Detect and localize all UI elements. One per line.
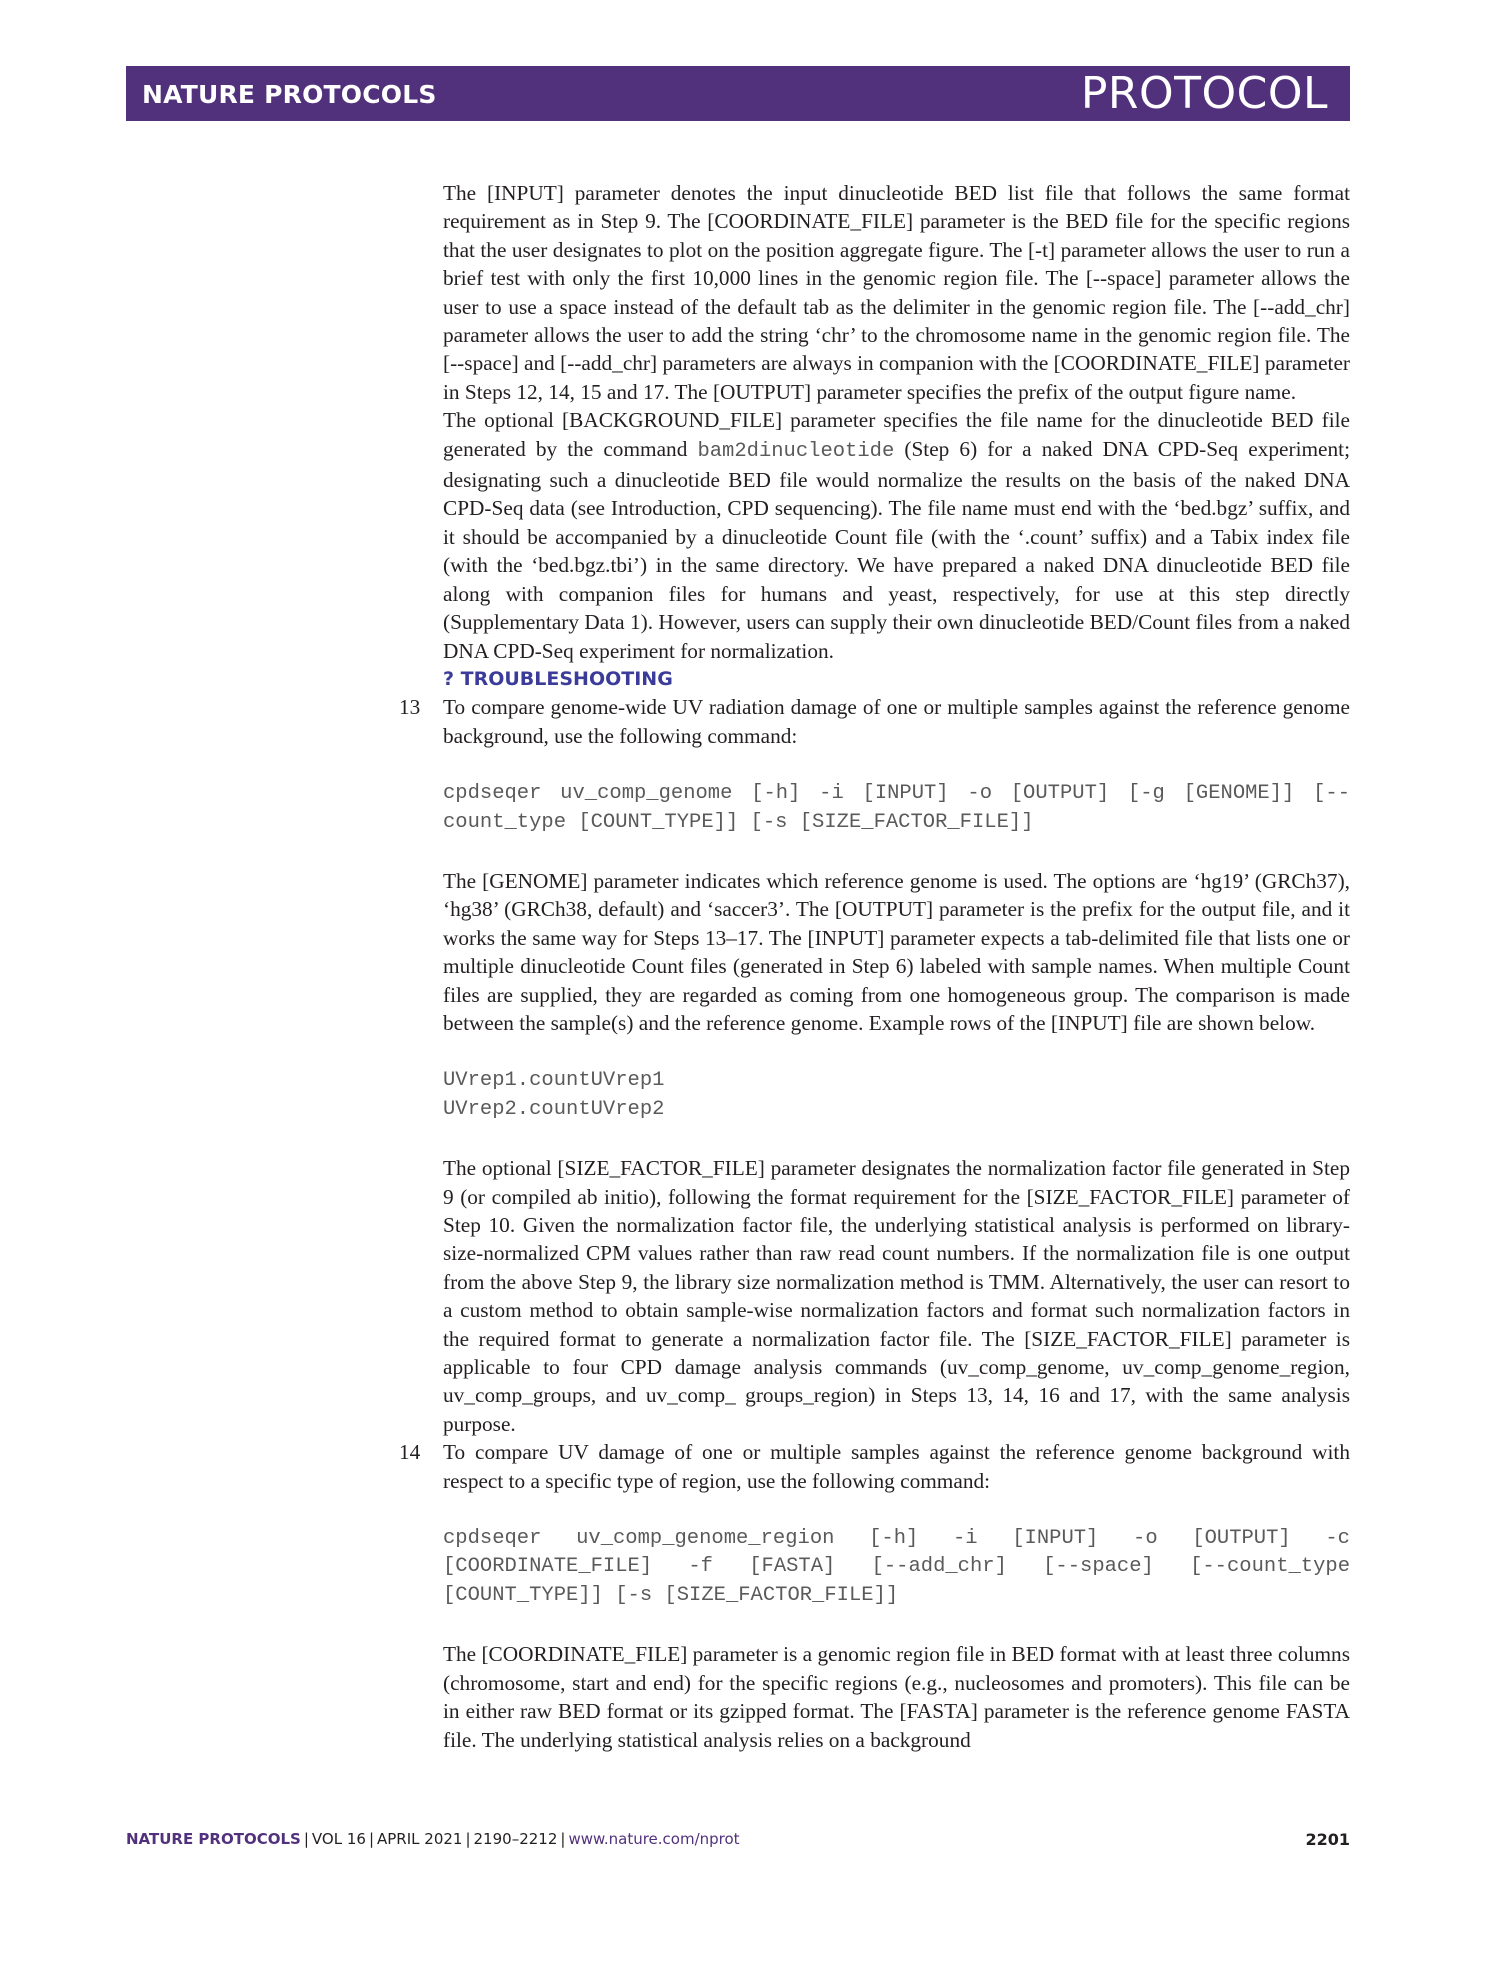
page-number: 2201	[1305, 1830, 1350, 1849]
inline-code-bam2dinucleotide: bam2dinucleotide	[697, 439, 895, 463]
paragraph-size-factor-file: The optional [SIZE_FACTOR_FILE] parameter designates the normalization factor file generated in Step 9 (or compiled ab initio), following the format requirement for the [SIZE_FACTOR_FILE] parameter of Step 10. Given the normalization factor file, the underlying statistical analysis is performed on library-size-normalized CPM values rather than raw read count numbers. If the normalization file is one output from the above Step 9, the library size normalization method is TMM. Alternatively, the user can resort to a custom method to obtain sample-wise normalization factors and format such normalization factors in the required format to generate a normalization factor file. The [SIZE_FACTOR_FILE] parameter is applicable to four CPD damage analysis commands (uv_comp_genome, uv_comp_genome_region, uv_comp_groups, and uv_comp_ groups_region) in Steps 13, 14, 16 and 17, with the same analysis purpose.	[443, 1156, 1350, 1436]
example-row-2: UVrep2.countUVrep2	[443, 1097, 665, 1121]
paragraph-background-file	[443, 406, 1350, 665]
step-13-text: To compare genome-wide UV radiation damage of one or multiple samples against the reference genome background, use the following command:	[443, 695, 1350, 748]
paragraph-genome-parameter: The [GENOME] parameter indicates which reference genome is used. The options are ‘hg19’ (GRCh37), ‘hg38’ (GRCh38, default) and ‘saccer3’. The [OUTPUT] parameter is the prefix for the output file, and it works the same way for Steps 13–17. The [INPUT] parameter expects a tab-delimited file that lists one or multiple dinucleotide Count files (generated in Step 6) labeled with sample names. When multiple Count files are supplied, they are regarded as coming from one homogeneous group. The comparison is made between the sample(s) and the reference genome. Example rows of the [INPUT] file are shown below.	[443, 868, 1350, 1035]
footer-journal: NATURE PROTOCOLS	[126, 1830, 301, 1848]
paragraph-coordinate-file: The [COORDINATE_FILE] parameter is a genomic region file in BED format with at least three columns (chromosome, start and end) for the specific regions (e.g., nucleosomes and promoters). This file can be in either raw BED format or its gzipped format. The [FASTA] parameter is the reference genome FASTA file. The underlying statistical analysis relies on a background	[443, 1642, 1350, 1752]
troubleshooting-link[interactable]: ? TROUBLESHOOTING	[443, 667, 673, 690]
example-row-1: UVrep1.countUVrep1	[443, 1069, 665, 1093]
journal-header-bar	[126, 66, 1350, 121]
step-13-number: 13	[399, 695, 421, 720]
footer-url-link[interactable]: www.nature.com/nprot	[568, 1830, 740, 1848]
footer-pages: 2190–2212	[473, 1830, 558, 1848]
command-uv-comp-genome: cpdseqer uv_comp_genome [-h] -i [INPUT] -o [OUTPUT] [-g [GENOME]] [--count_type [COUNT_TYPE]] [-s [SIZE_FACTOR_FILE]]	[443, 782, 1350, 834]
paragraph-background-file-text-a: The optional [BACKGROUND_FILE] parameter specifies the file name for the dinucleotide BED file generated by the command	[443, 408, 1350, 461]
page-footer: NATURE PROTOCOLS | VOL 16 | APRIL 2021 | 2190–2212 | www.nature.com/nprot 2201	[126, 1830, 1350, 1849]
step-13	[399, 693, 1350, 750]
step-14-text: To compare UV damage of one or multiple samples against the reference genome background with respect to a specific type of region, use the following command:	[443, 1440, 1350, 1493]
article-type: PROTOCOL	[1080, 68, 1328, 119]
paragraph-input-parameter: The [INPUT] parameter denotes the input dinucleotide BED list file that follows the same format requirement as in Step 9. The [COORDINATE_FILE] parameter is the BED file for the specific regions that the user designates to plot on the position aggregate figure. The [-t] parameter allows the user to run a brief test with only the first 10,000 lines in the genomic region file. The [--space] parameter allows the user to use a space instead of the default tab as the delimiter in the genomic region file. The [--add_chr] parameter allows the user to add the string ‘chr’ to the chromosome name in the genomic region file. The [--space] and [--add_chr] parameters are always in companion with the [COORDINATE_FILE] parameter in Steps 12, 14, 15 and 17. The [OUTPUT] parameter specifies the prefix of the output figure name.	[443, 181, 1350, 404]
command-uv-comp-genome-region: cpdseqer uv_comp_genome_region [-h] -i [INPUT] -o [OUTPUT] -c [COORDINATE_FILE] -f [FASTA] [--add_chr] [--space] [--count_type [COUNT_TYPE]] [-s [SIZE_FACTOR_FILE]]	[443, 1527, 1350, 1607]
paragraph-background-file-text-b: (Step 6) for a naked DNA CPD-Seq experiment; designating such a dinucleotide BED file would normalize the results on the basis of the naked DNA CPD-Seq data (see Introduction, CPD sequencing). The file name must end with the ‘bed.bgz’ suffix, and it should be accompanied by a dinucleotide Count file (with the ‘.count’ suffix) and a Tabix index file (with the ‘bed.bgz.tbi’) in the same directory. We have prepared a naked DNA dinucleotide BED file along with companion files for humans and yeast, respectively, for use at this step directly (Supplementary Data 1). However, users can supply their own dinucleotide BED/Count files from a naked DNA CPD-Seq experiment for normalization.	[443, 436, 1350, 663]
footer-date: APRIL 2021	[377, 1830, 463, 1848]
main-text	[399, 179, 1350, 1754]
journal-name: NATURE PROTOCOLS	[142, 80, 437, 109]
step-14	[399, 1438, 1350, 1495]
footer-volume: VOL 16	[311, 1830, 366, 1848]
step-14-number: 14	[399, 1440, 421, 1465]
